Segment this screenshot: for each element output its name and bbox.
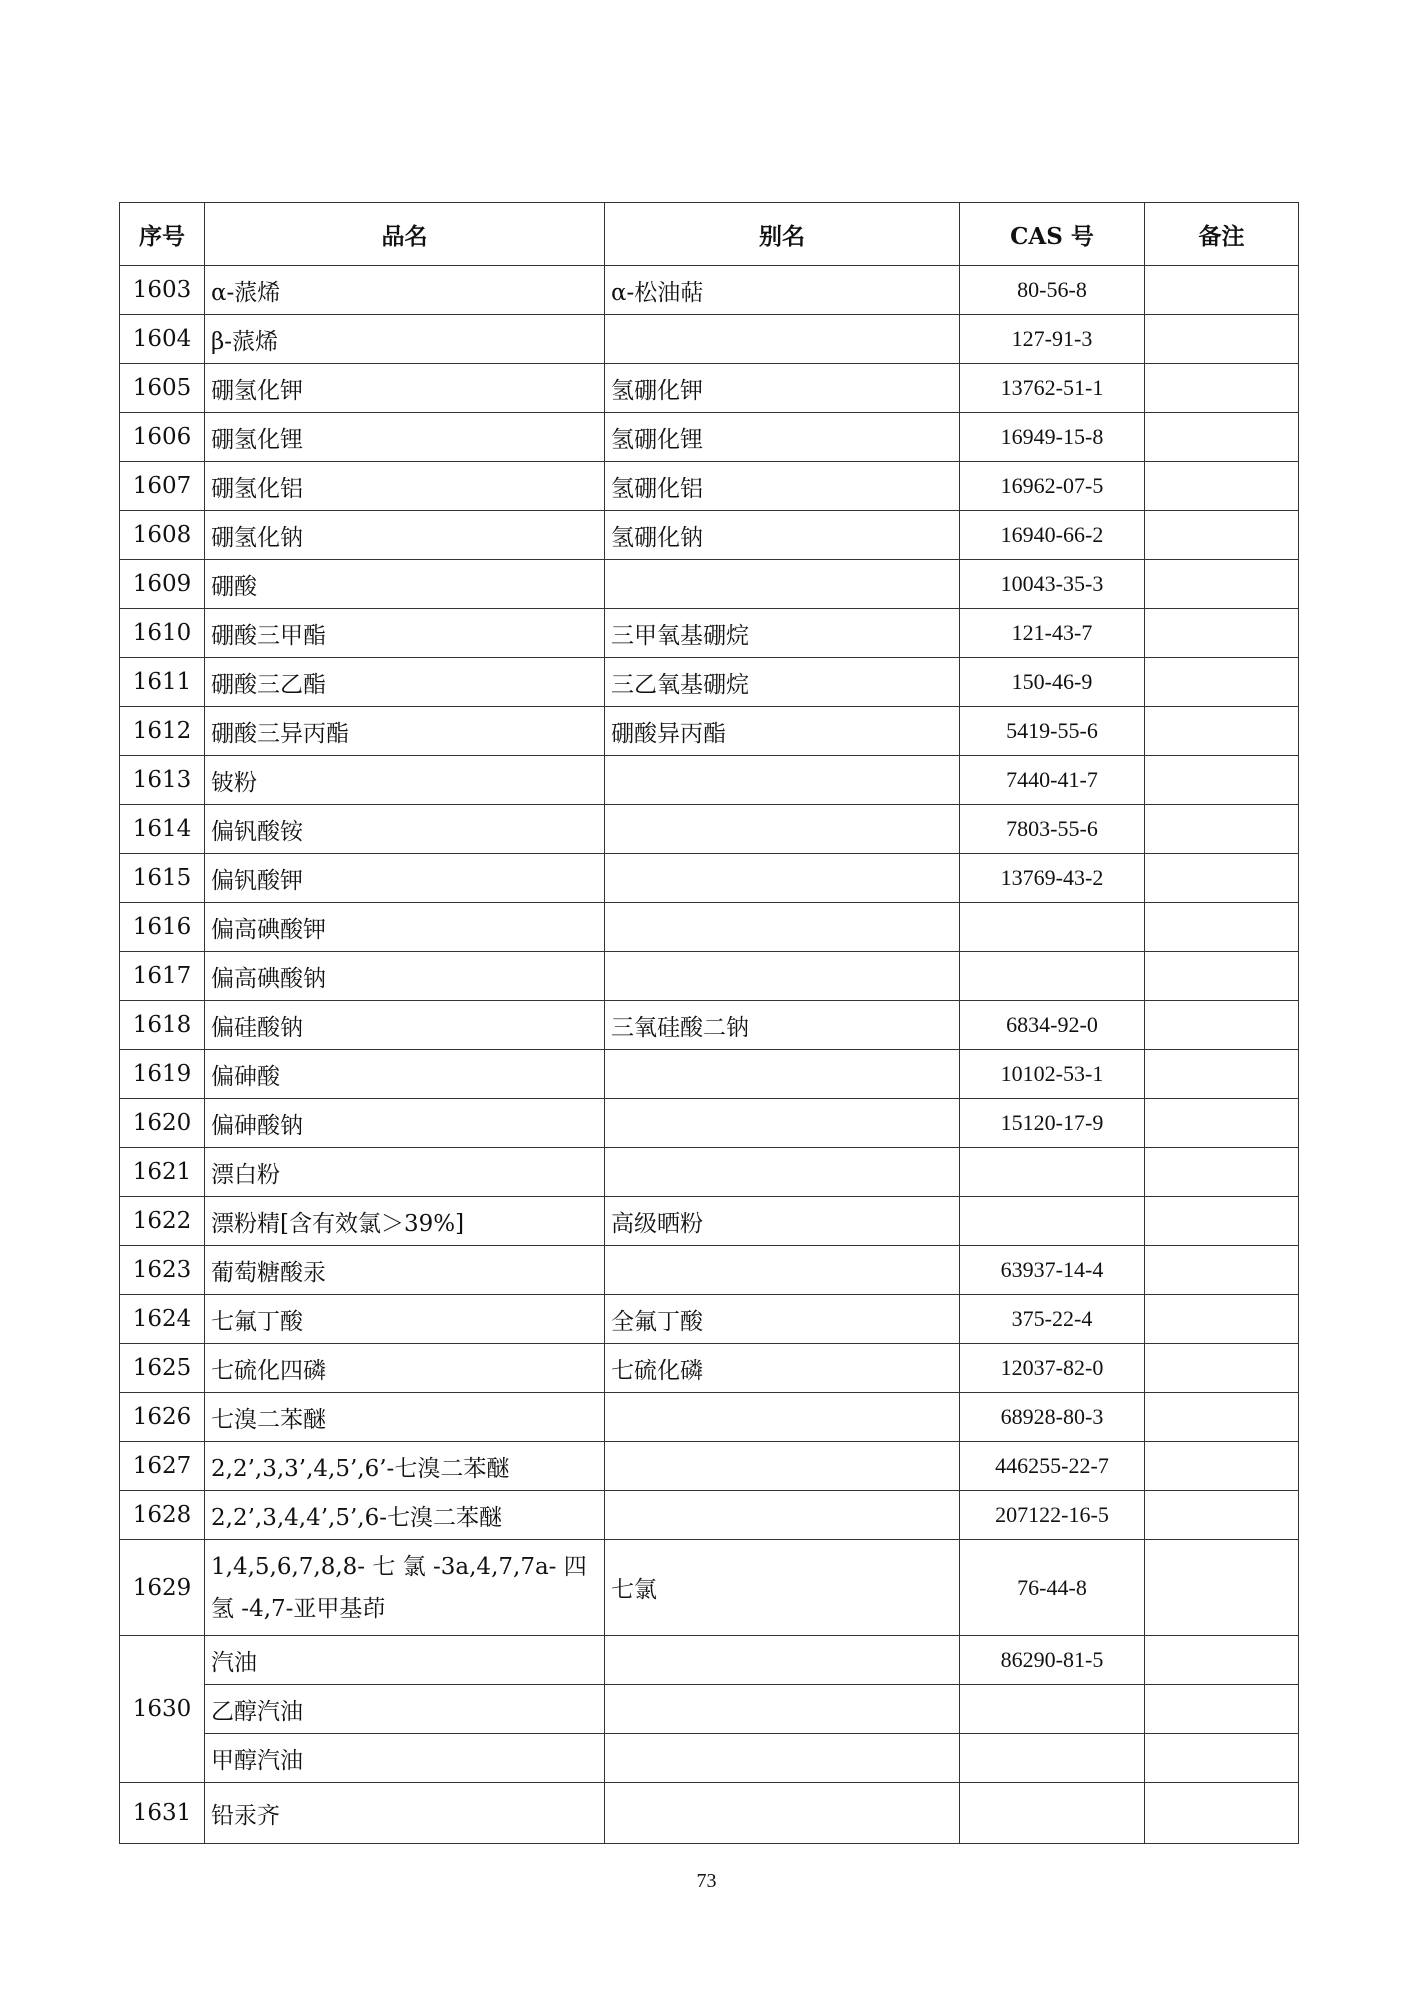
table-row [120, 1148, 1299, 1197]
table-row [120, 1491, 1299, 1540]
header-seq: 序号 [120, 203, 205, 266]
cell-cas: 446255-22-7 [960, 1442, 1145, 1491]
cell-alias [605, 1246, 960, 1295]
cell-alias [605, 560, 960, 609]
cell-seq: 1612 [120, 707, 205, 756]
cell-seq: 1606 [120, 413, 205, 462]
cell-alias [605, 1734, 960, 1783]
cell-cas: 13769-43-2 [960, 854, 1145, 903]
cell-note [1145, 462, 1299, 511]
cell-alias: 三氧硅酸二钠 [605, 1001, 960, 1050]
table-row [120, 1001, 1299, 1050]
cell-seq: 1608 [120, 511, 205, 560]
cell-seq: 1626 [120, 1393, 205, 1442]
cell-seq: 1629 [120, 1540, 205, 1636]
cell-alias: α-松油萜 [605, 266, 960, 315]
table-row [120, 1197, 1299, 1246]
table-row [120, 756, 1299, 805]
cell-alias [605, 1393, 960, 1442]
cell-alias [605, 1491, 960, 1540]
cell-name: 甲醇汽油 [205, 1734, 605, 1783]
cell-cas: 80-56-8 [960, 266, 1145, 315]
table-row [120, 1246, 1299, 1295]
cell-cas: 76-44-8 [960, 1540, 1145, 1636]
cell-name: 偏钒酸钾 [205, 854, 605, 903]
table-row [120, 1344, 1299, 1393]
cell-seq: 1624 [120, 1295, 205, 1344]
cell-note [1145, 903, 1299, 952]
chemical-list-table [119, 202, 1299, 1844]
cell-alias: 三乙氧基硼烷 [605, 658, 960, 707]
cell-cas: 16962-07-5 [960, 462, 1145, 511]
cell-seq: 1620 [120, 1099, 205, 1148]
cell-cas: 10043-35-3 [960, 560, 1145, 609]
cell-cas: 7440-41-7 [960, 756, 1145, 805]
cell-alias: 全氟丁酸 [605, 1295, 960, 1344]
table-row [120, 1295, 1299, 1344]
table-row [120, 462, 1299, 511]
cell-name: 偏高碘酸钾 [205, 903, 605, 952]
cell-note [1145, 805, 1299, 854]
cell-note [1145, 1734, 1299, 1783]
cell-alias [605, 315, 960, 364]
cell-name: 硼氢化钠 [205, 511, 605, 560]
table-row [120, 511, 1299, 560]
table-row [120, 707, 1299, 756]
cell-seq: 1611 [120, 658, 205, 707]
cell-alias [605, 1442, 960, 1491]
cell-seq: 1607 [120, 462, 205, 511]
cell-alias: 氢硼化铝 [605, 462, 960, 511]
cell-cas: 150-46-9 [960, 658, 1145, 707]
cell-cas: 127-91-3 [960, 315, 1145, 364]
table-row [120, 609, 1299, 658]
header-note: 备注 [1145, 203, 1299, 266]
cell-seq: 1628 [120, 1491, 205, 1540]
cell-seq: 1618 [120, 1001, 205, 1050]
cell-note [1145, 1050, 1299, 1099]
cell-name: 硼酸三异丙酯 [205, 707, 605, 756]
cell-alias: 氢硼化锂 [605, 413, 960, 462]
cell-note [1145, 560, 1299, 609]
cell-name: 铍粉 [205, 756, 605, 805]
cell-cas: 6834-92-0 [960, 1001, 1145, 1050]
cell-note [1145, 1491, 1299, 1540]
cell-name: 偏硅酸钠 [205, 1001, 605, 1050]
cell-cas [960, 1734, 1145, 1783]
cell-name: 七氟丁酸 [205, 1295, 605, 1344]
table-row [120, 1050, 1299, 1099]
cell-cas [960, 1685, 1145, 1734]
cell-seq: 1630 [120, 1636, 205, 1783]
cell-note [1145, 1393, 1299, 1442]
cell-cas: 207122-16-5 [960, 1491, 1145, 1540]
cell-note [1145, 1783, 1299, 1844]
cell-note [1145, 1001, 1299, 1050]
cell-seq: 1623 [120, 1246, 205, 1295]
cell-alias: 三甲氧基硼烷 [605, 609, 960, 658]
cell-seq: 1625 [120, 1344, 205, 1393]
cell-cas [960, 903, 1145, 952]
table-row [120, 658, 1299, 707]
cell-alias: 七硫化磷 [605, 1344, 960, 1393]
cell-name: 偏钒酸铵 [205, 805, 605, 854]
cell-alias: 氢硼化钾 [605, 364, 960, 413]
header-alias: 别名 [605, 203, 960, 266]
cell-name: 汽油 [205, 1636, 605, 1685]
cell-name: 硼酸 [205, 560, 605, 609]
table-row [120, 1685, 1299, 1734]
cell-note [1145, 1099, 1299, 1148]
cell-seq: 1614 [120, 805, 205, 854]
table-row [120, 805, 1299, 854]
cell-cas: 16949-15-8 [960, 413, 1145, 462]
cell-name: 硼氢化钾 [205, 364, 605, 413]
cell-name: 偏高碘酸钠 [205, 952, 605, 1001]
cell-note [1145, 609, 1299, 658]
cell-seq: 1605 [120, 364, 205, 413]
cell-cas [960, 1783, 1145, 1844]
cell-name: 七溴二苯醚 [205, 1393, 605, 1442]
table-row [120, 903, 1299, 952]
page-number: 73 [696, 1870, 717, 1892]
header-cas: CAS 号 [960, 203, 1145, 266]
cell-note [1145, 1295, 1299, 1344]
cell-seq: 1622 [120, 1197, 205, 1246]
cell-note [1145, 658, 1299, 707]
table-row [120, 1442, 1299, 1491]
cell-seq: 1616 [120, 903, 205, 952]
cell-alias [605, 952, 960, 1001]
table-row [120, 1734, 1299, 1783]
cell-cas: 16940-66-2 [960, 511, 1145, 560]
cell-name: 漂白粉 [205, 1148, 605, 1197]
cell-seq: 1603 [120, 266, 205, 315]
cell-alias: 氢硼化钠 [605, 511, 960, 560]
cell-seq: 1615 [120, 854, 205, 903]
cell-note [1145, 364, 1299, 413]
cell-cas: 63937-14-4 [960, 1246, 1145, 1295]
cell-name: 偏砷酸 [205, 1050, 605, 1099]
cell-alias: 七氯 [605, 1540, 960, 1636]
cell-name: 硼酸三乙酯 [205, 658, 605, 707]
table-body [120, 266, 1299, 1844]
cell-cas: 68928-80-3 [960, 1393, 1145, 1442]
header-row [120, 203, 1299, 266]
cell-alias [605, 1050, 960, 1099]
cell-cas [960, 1148, 1145, 1197]
cell-cas: 375-22-4 [960, 1295, 1145, 1344]
cell-alias: 硼酸异丙酯 [605, 707, 960, 756]
table-row [120, 1393, 1299, 1442]
cell-cas: 15120-17-9 [960, 1099, 1145, 1148]
cell-seq: 1610 [120, 609, 205, 658]
cell-cas: 5419-55-6 [960, 707, 1145, 756]
table-row [120, 364, 1299, 413]
cell-name: 铅汞齐 [205, 1783, 605, 1844]
cell-seq: 1613 [120, 756, 205, 805]
cell-note [1145, 1344, 1299, 1393]
cell-note [1145, 952, 1299, 1001]
cell-seq: 1609 [120, 560, 205, 609]
cell-note [1145, 1685, 1299, 1734]
table-row [120, 1540, 1299, 1636]
table-row [120, 266, 1299, 315]
table-row [120, 1783, 1299, 1844]
cell-cas: 12037-82-0 [960, 1344, 1145, 1393]
table-row [120, 315, 1299, 364]
cell-note [1145, 1246, 1299, 1295]
cell-name: 硼氢化锂 [205, 413, 605, 462]
table-row [120, 1636, 1299, 1685]
table-row [120, 854, 1299, 903]
cell-note [1145, 1540, 1299, 1636]
cell-note [1145, 315, 1299, 364]
cell-name: 硼酸三甲酯 [205, 609, 605, 658]
cell-cas: 86290-81-5 [960, 1636, 1145, 1685]
cell-cas: 121-43-7 [960, 609, 1145, 658]
cell-alias [605, 1099, 960, 1148]
cell-note [1145, 511, 1299, 560]
cell-alias [605, 854, 960, 903]
cell-name: 2,2’,3,3’,4,5’,6’-七溴二苯醚 [205, 1442, 605, 1491]
cell-note [1145, 413, 1299, 462]
cell-note [1145, 756, 1299, 805]
cell-cas [960, 952, 1145, 1001]
cell-cas [960, 1197, 1145, 1246]
cell-name: α-蒎烯 [205, 266, 605, 315]
cell-name: 1,4,5,6,7,8,8- 七 氯 -3a,4,7,7a- 四 氢 -4,7-亚甲基茚 [205, 1540, 605, 1636]
cell-name: β-蒎烯 [205, 315, 605, 364]
table-row [120, 1099, 1299, 1148]
cell-alias: 高级晒粉 [605, 1197, 960, 1246]
table-row [120, 413, 1299, 462]
cell-name: 2,2’,3,4,4’,5’,6-七溴二苯醚 [205, 1491, 605, 1540]
cell-alias [605, 1636, 960, 1685]
cell-cas: 10102-53-1 [960, 1050, 1145, 1099]
cell-name: 偏砷酸钠 [205, 1099, 605, 1148]
cell-alias [605, 1148, 960, 1197]
cell-cas: 7803-55-6 [960, 805, 1145, 854]
cell-alias [605, 1685, 960, 1734]
cell-seq: 1627 [120, 1442, 205, 1491]
cell-name: 硼氢化铝 [205, 462, 605, 511]
cell-name: 乙醇汽油 [205, 1685, 605, 1734]
cell-alias [605, 805, 960, 854]
cell-alias [605, 1783, 960, 1844]
table-row [120, 952, 1299, 1001]
cell-note [1145, 854, 1299, 903]
cell-seq: 1619 [120, 1050, 205, 1099]
cell-note [1145, 1197, 1299, 1246]
cell-alias [605, 903, 960, 952]
cell-note [1145, 1636, 1299, 1685]
cell-seq: 1617 [120, 952, 205, 1001]
cell-note [1145, 1442, 1299, 1491]
cell-cas: 13762-51-1 [960, 364, 1145, 413]
cell-alias [605, 756, 960, 805]
cell-note [1145, 266, 1299, 315]
table-row [120, 560, 1299, 609]
cell-name: 葡萄糖酸汞 [205, 1246, 605, 1295]
cell-name: 七硫化四磷 [205, 1344, 605, 1393]
cell-seq: 1621 [120, 1148, 205, 1197]
cell-seq: 1631 [120, 1783, 205, 1844]
cell-note [1145, 1148, 1299, 1197]
cell-seq: 1604 [120, 315, 205, 364]
cell-name: 漂粉精[含有效氯＞39%] [205, 1197, 605, 1246]
header-name: 品名 [205, 203, 605, 266]
cell-note [1145, 707, 1299, 756]
